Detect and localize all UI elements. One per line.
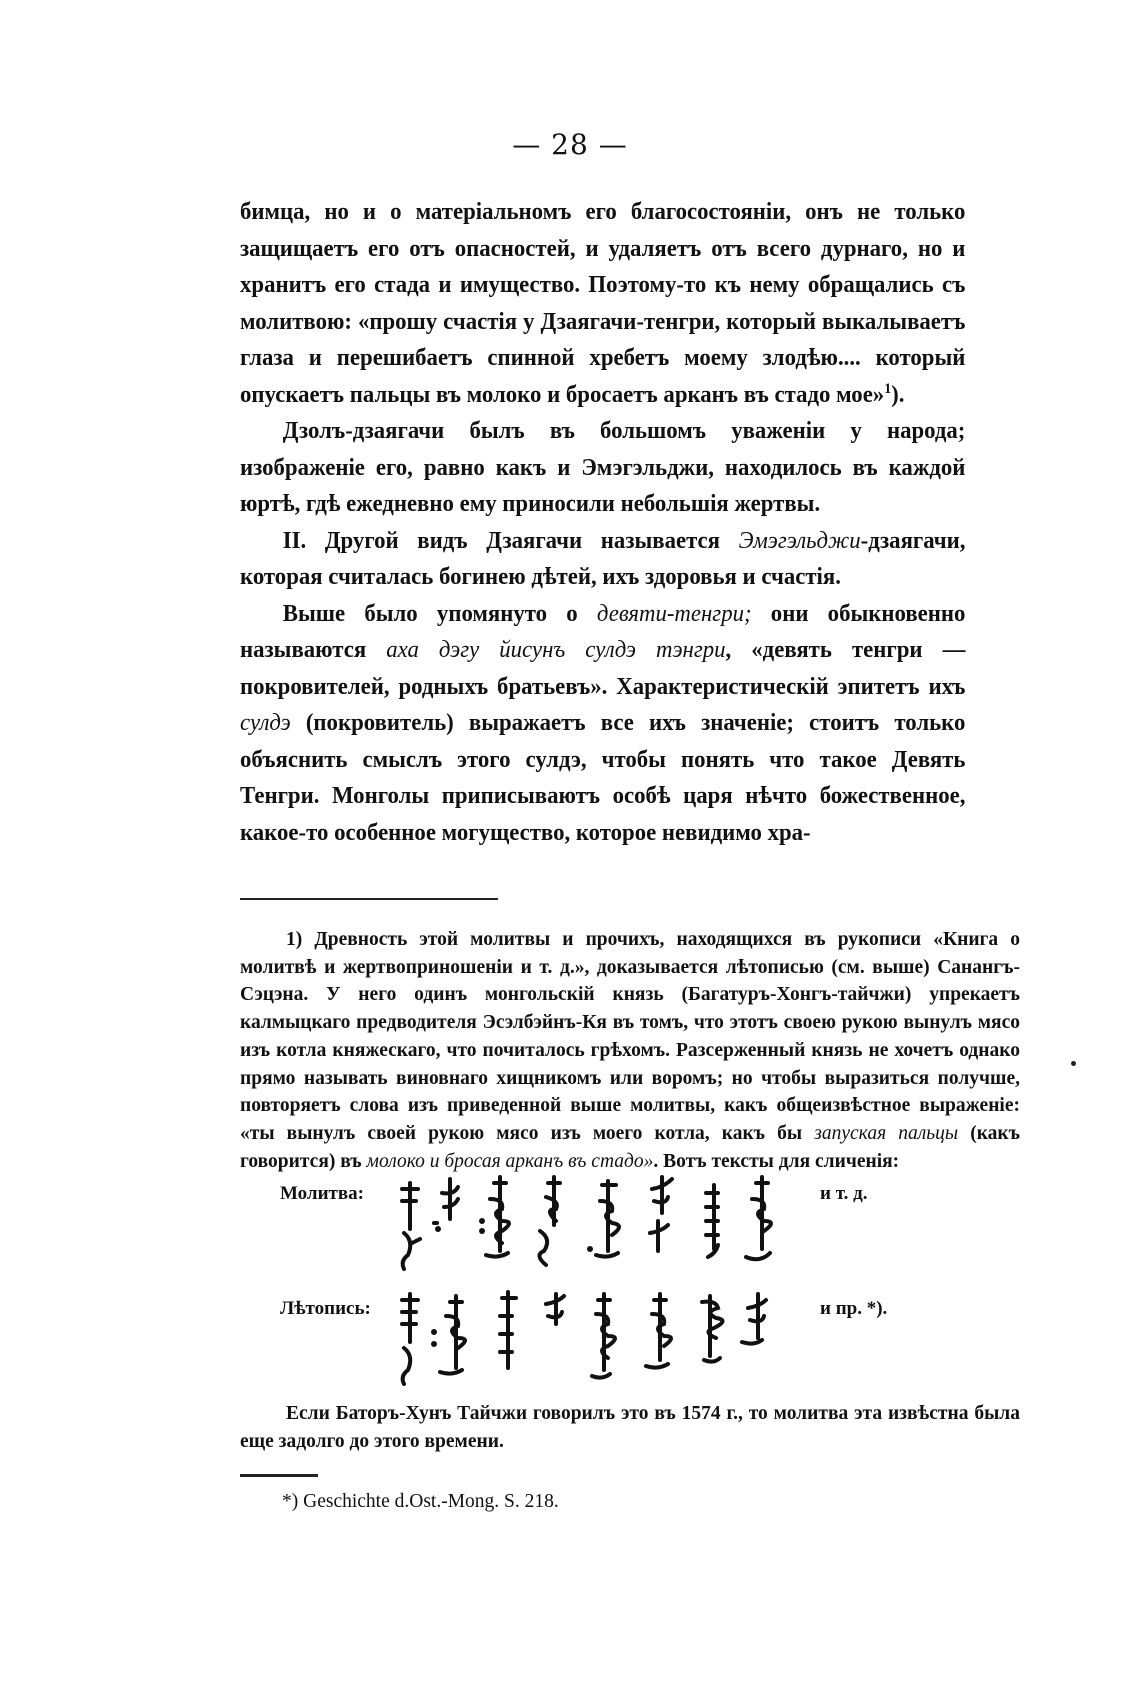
footnote-rule-2 — [240, 1474, 318, 1477]
mongolian-script-image — [390, 1171, 810, 1281]
page-number: — 28 — — [512, 128, 628, 161]
paragraph-1: бимца, но и о матеріальномъ его благосостояніи, онъ не только защищаетъ его отъ опасностей, и удаляетъ отъ всего дурнаго, но и хранитъ его стада и имущество. Поэтому-то къ нему обращались съ молитвою: «прошу счастія у Дзаягачи-тенгри, который выкалываетъ глаза и перешибаетъ спинной хребетъ моему злодѣю.... который опускаетъ пальцы въ молоко и бросаетъ арканъ въ стадо мое»$^1$). — [240, 198, 966, 408]
paragraph-4: Выше было упомянуто о девяти-тенгри; они обыкновенно называются аха дэгу йисунъ сулдэ тэнгри, «девять тенгри — покровителей, родныхъ братьевъ». Характеристическій эпитетъ ихъ сулдэ (покровитель) выражаетъ все ихъ значеніе; стоитъ только объяснить смыслъ этого сулдэ, чтобы понять что такое Девять Тенгри. Монголы приписываютъ особѣ царя нѣчто божественное, какое-то особенное могущество, которое невидимо хра- — [240, 599, 966, 846]
script-tail: и т. д. — [820, 1183, 868, 1204]
script-label: Лѣтопись: — [280, 1298, 371, 1319]
speck — [1071, 1061, 1076, 1066]
footnote-conclusion: Если Баторъ-Хунъ Тайчжи говорилъ это въ 1574 г., то молитва эта извѣстна была еще задолго до этого времени. — [240, 1403, 1020, 1452]
footnote-rule — [240, 898, 498, 900]
script-row-chronicle — [240, 1298, 1020, 1398]
mongolian-script-image — [390, 1286, 810, 1396]
script-tail: и пр. *). — [820, 1298, 888, 1319]
paragraph-3: II. Другой видъ Дзаягачи называется Эмэгэльджи-дзаягачи, которая считалась богинею дѣтей, ихъ здоровья и счастія. — [240, 526, 966, 590]
paragraph-2: Дзолъ-дзаягачи былъ въ большомъ уваженіи у народа; изображеніе его, равно какъ и Эмэгэльджи, находилось въ каждой юртѣ, гдѣ ежедневно ему приносили небольшія жертвы. — [240, 417, 966, 517]
script-label: Молитва: — [280, 1183, 364, 1204]
footnote-star: *) Geschichte d.Ost.-Mong. S. 218. — [282, 1491, 559, 1512]
main-text — [240, 194, 965, 851]
footnote-1: 1) Древность этой молитвы и прочихъ, находящихся въ рукописи «Книга о молитвѣ и жертвоприношеніи и т. д.», доказывается лѣтописью (см. выше) Санангъ-Сэцэна. У него одинъ монгольскій князь (Багатуръ-Хонгъ-тайчжи) упрекаетъ калмыцкаго предводителя Эсэлбэйнъ-Кя въ томъ, что этотъ своею рукою вынулъ мясо изъ котла княжескаго, что почиталось грѣхомъ. Разсерженный князь не хочетъ однако прямо называть виновнаго хищникомъ или воромъ; но чтобы выразиться получше, повторяетъ слова изъ приведенной выше молитвы, какъ общеизвѣстное выраженіе: «ты вынулъ своей рукою мясо изъ моего котла, какъ бы запуская пальцы (какъ говорится) въ молоко и бросая арканъ въ стадо». Вотъ тексты для сличенія: — [240, 929, 1021, 1172]
script-row-prayer — [240, 1183, 1020, 1283]
footnote-ref[interactable]: 1 — [884, 380, 892, 397]
